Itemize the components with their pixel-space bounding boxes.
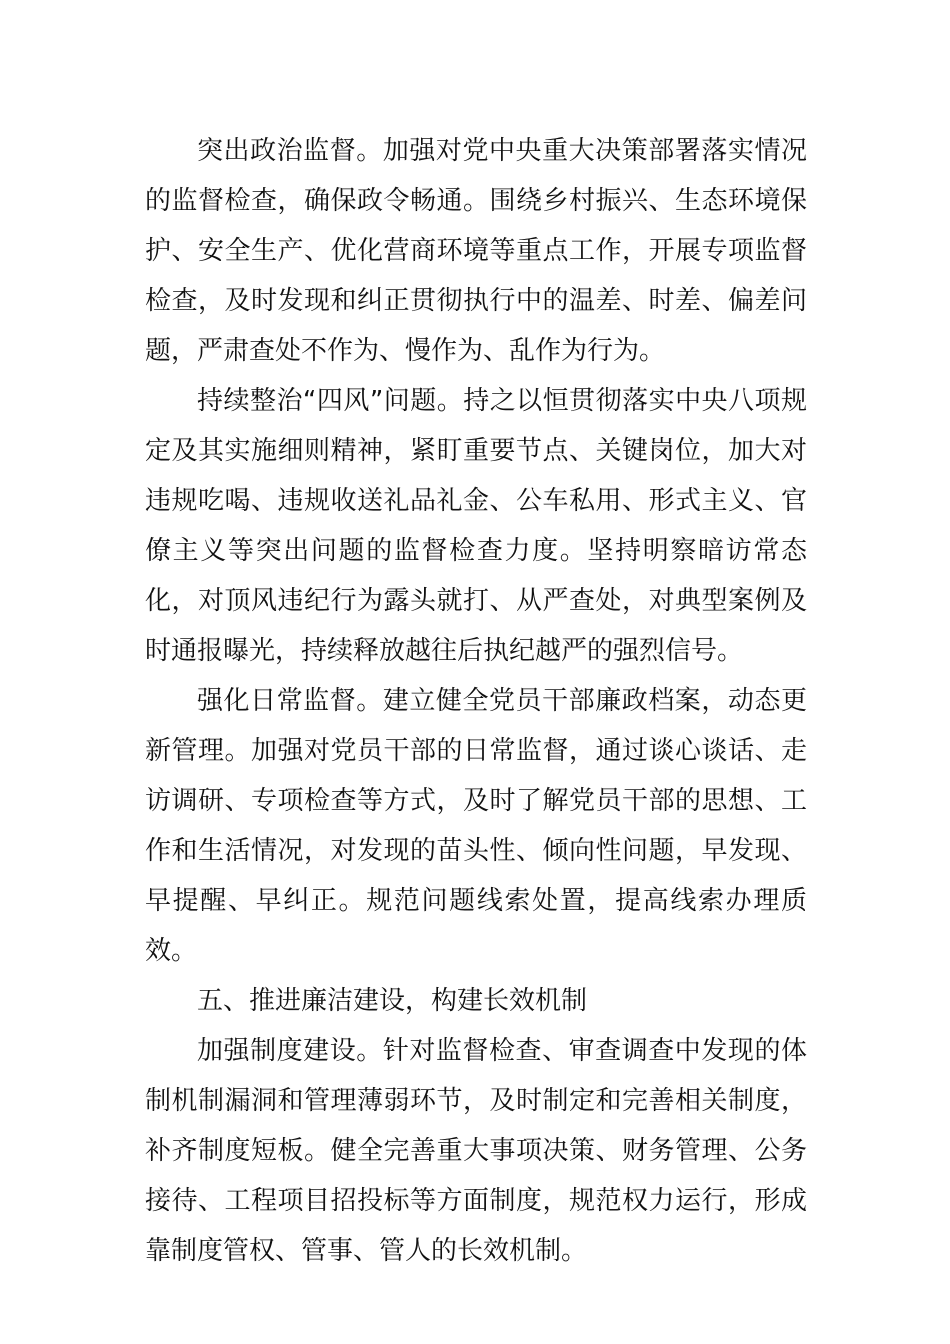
paragraph-daily-supervision: 强化日常监督。建立健全党员干部廉政档案，动态更新管理。加强对党员干部的日常监督，通过谈心谈话、走访调研、专项检查等方式，及时了解党员干部的思想、工作和生活情况，对发现的苗头性、倾向性问题，早发现、早提醒、早纠正。规范问题线索处置，提高线索办理质效。 — [145, 686, 807, 966]
paragraph-institution-building: 加强制度建设。针对监督检查、审查调查中发现的体制机制漏洞和管理薄弱环节，及时制定和完善相关制度，补齐制度短板。健全完善重大事项决策、财务管理、公务接待、工程项目招投标等方面制度，规范权力运行，形成靠制度管权、管事、管人的长效机制。 — [145, 1036, 807, 1266]
paragraph-political-supervision: 突出政治监督。加强对党中央重大决策部署落实情况的监督检查，确保政令畅通。围绕乡村振兴、生态环境保护、安全生产、优化营商环境等重点工作，开展专项监督检查，及时发现和纠正贯彻执行中的温差、时差、偏差问题，严肃查处不作为、慢作为、乱作为行为。 — [145, 136, 807, 366]
document-body — [145, 126, 807, 1276]
section-heading-five: 五、推进廉洁建设，构建长效机制 — [197, 986, 588, 1016]
paragraph-four-winds: 持续整治“四风”问题。持之以恒贯彻落实中央八项规定及其实施细则精神，紧盯重要节点、关键岗位，加大对违规吃喝、违规收送礼品礼金、公车私用、形式主义、官僚主义等突出问题的监督检查力度。坚持明察暗访常态化，对顶风违纪行为露头就打、从严查处，对典型案例及时通报曝光，持续释放越往后执纪越严的强烈信号。 — [145, 386, 807, 666]
